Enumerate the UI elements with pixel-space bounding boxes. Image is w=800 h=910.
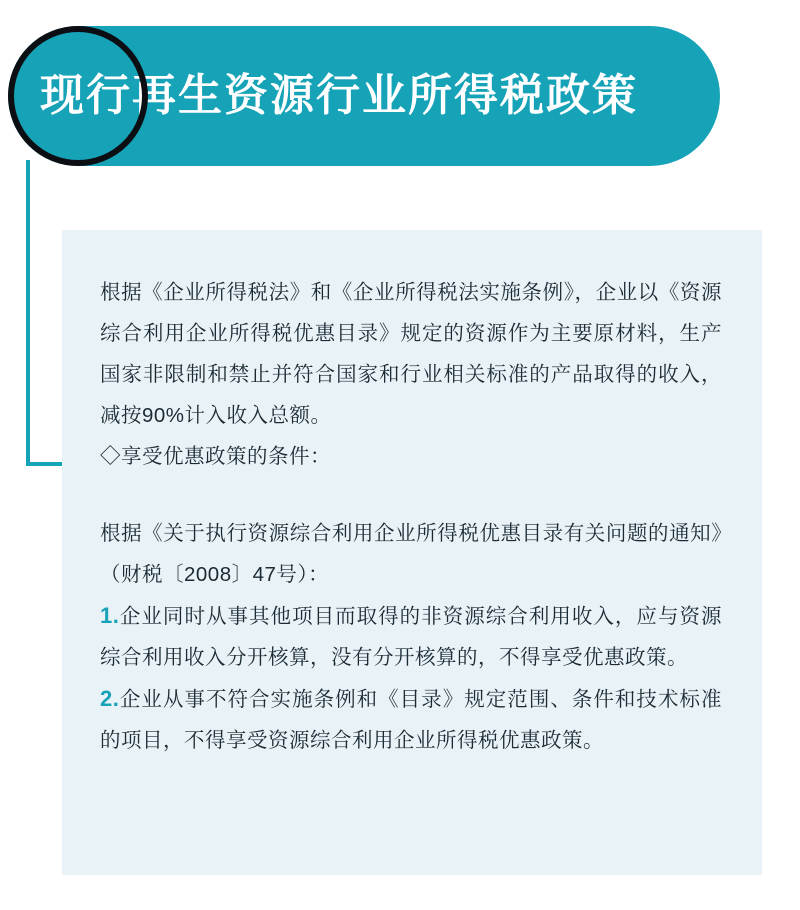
content-panel: [62, 230, 762, 875]
connector-foot: [26, 462, 62, 466]
paragraph-policy-basis: 根据《企业所得税法》和《企业所得税法实施条例》，企业以《资源综合利用企业所得税优惠目录》规定的资源作为主要原材料，生产国家非限制和禁止并符合国家和行业相关标准的产品取得的收入，减按90%计入收入总额。: [100, 281, 722, 427]
ring-accent-decoration: [8, 26, 148, 166]
connector-line: [26, 160, 30, 466]
list-item-number: 1.: [100, 603, 120, 628]
list-item-text: 企业同时从事其他项目而取得的非资源综合利用收入，应与资源综合利用收入分开核算，没有分开核算的，不得享受优惠政策。: [100, 605, 722, 669]
paragraph-conditions-heading: ◇享受优惠政策的条件：: [100, 445, 331, 468]
page-title: 现行再生资源行业所得税政策: [40, 70, 638, 120]
list-item: [100, 678, 722, 761]
list-item: [100, 595, 722, 678]
content-inner: [62, 230, 762, 791]
paragraph-notice-reference: 根据《关于执行资源综合利用企业所得税优惠目录有关问题的通知》（财税〔2008〕47号）：: [100, 522, 722, 586]
list-item-text: 企业从事不符合实施条例和《目录》规定范围、条件和技术标准的项目，不得享受资源综合利用企业所得税优惠政策。: [100, 688, 722, 752]
list-item-number: 2.: [100, 686, 120, 711]
